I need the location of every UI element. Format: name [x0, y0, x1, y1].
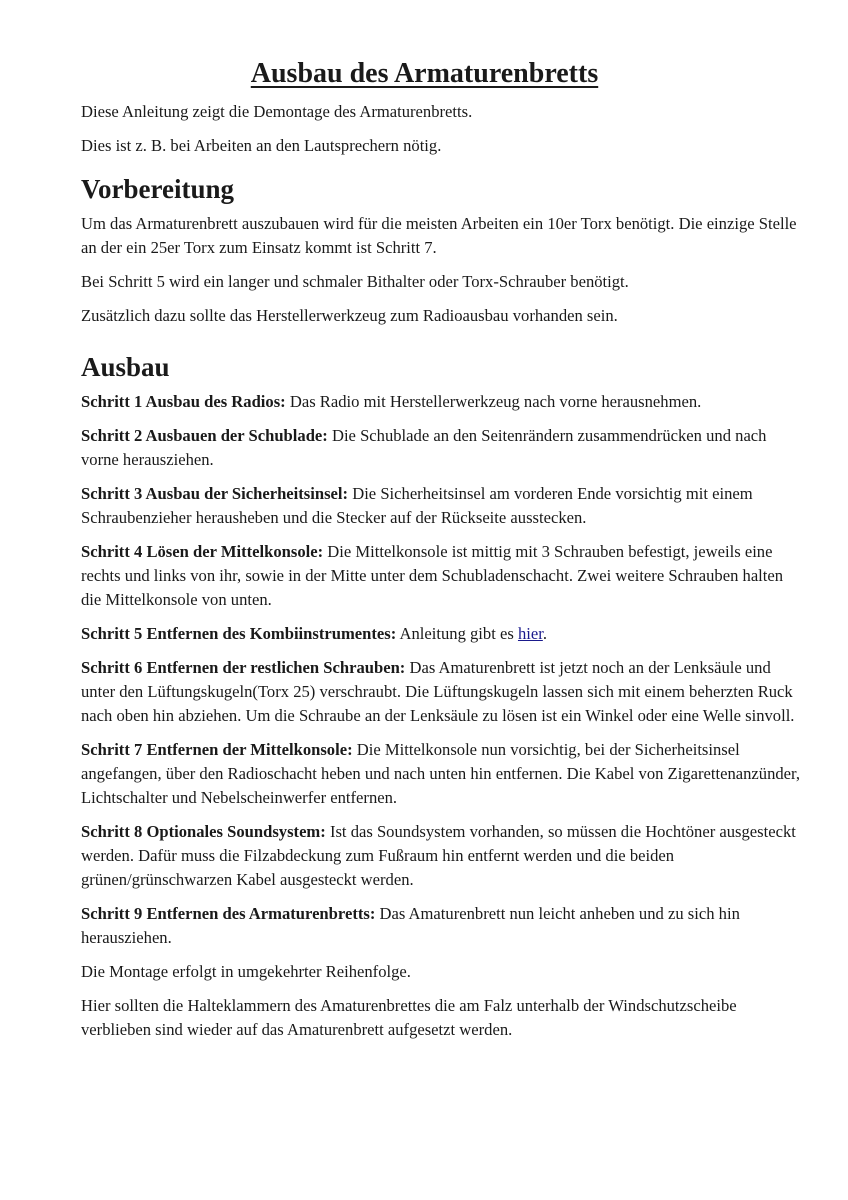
- section-heading-ausbau: Ausbau: [81, 352, 170, 382]
- step-text: Die Sicherheitsinsel am vorderen Ende vorsichtig mit einem Schraubenzieher herausheben und die Stecker auf der Rückseite ausstecken.: [81, 484, 753, 527]
- section-heading-vorbereitung: Vorbereitung: [81, 174, 235, 204]
- intro-paragraph: Diese Anleitung zeigt die Demontage des Armaturenbretts.: [81, 102, 473, 121]
- step-paragraph: [81, 482, 806, 530]
- step-text: Die Mittelkonsole ist mittig mit 3 Schrauben befestigt, jeweils eine rechts und links von ihr, sowie in der Mitte unter dem Schubladenschacht. Zwei weitere Schrauben halten die Mittelkonsole von unten.: [81, 542, 784, 609]
- step-text: Das Radio mit Herstellerwerkzeug nach vorne herausnehmen.: [285, 392, 702, 411]
- step-text: Die Schublade an den Seitenrändern zusammendrücken und nach vorne herausziehen.: [81, 426, 767, 469]
- step-label: Schritt 2 Ausbauen der Schublade:: [81, 426, 328, 445]
- page-title: Ausbau des Armaturenbretts: [250, 58, 599, 89]
- prep-paragraph: Um das Armaturenbrett auszubauen wird für die meisten Arbeiten ein 10er Torx benötigt. Die einzige Stelle an der ein 25er Torx zum Einsatz kommt ist Schritt 7.: [81, 214, 797, 257]
- step-label: Schritt 6 Entfernen der restlichen Schrauben:: [81, 658, 406, 677]
- step-text-end: .: [542, 624, 547, 643]
- step-label: Schritt 1 Ausbau des Radios:: [81, 392, 286, 411]
- step-text: Das Amaturenbrett ist jetzt noch an der Lenksäule und unter den Lüftungskugeln(Torx 25) verschraubt. Die Lüftungskugeln lassen sich mit einem beherzten Ruck nach oben hin abziehen. Um die Schraube an der Lenksäule zu lösen ist ein Winkel oder eine Welle sinvoll.: [81, 658, 795, 725]
- step-text: Das Amaturenbrett nun leicht anheben und zu sich hin herausziehen.: [81, 904, 740, 947]
- step-paragraph: [81, 738, 806, 810]
- step-paragraph: [81, 656, 806, 728]
- closing-paragraph: Die Montage erfolgt in umgekehrter Reihenfolge.: [81, 962, 411, 981]
- step-text: Ist das Soundsystem vorhanden, so müssen die Hochtöner ausgesteckt werden. Dafür muss die Filzabdeckung zum Fußraum hin entfernt werden und die beiden grünen/grünschwarzen Kabel ausgesteckt werden.: [81, 822, 796, 889]
- step-paragraph: [81, 622, 806, 646]
- prep-paragraph: Bei Schritt 5 wird ein langer und schmaler Bithalter oder Torx-Schrauber benötigt.: [81, 272, 629, 291]
- step-label: Schritt 9 Entfernen des Armaturenbretts:: [81, 904, 376, 923]
- step-paragraph: [81, 820, 806, 892]
- step-text: Anleitung gibt es: [396, 624, 518, 643]
- step-paragraph: [81, 390, 806, 414]
- step-label: Schritt 3 Ausbau der Sicherheitsinsel:: [81, 484, 349, 503]
- step-paragraph: [81, 902, 806, 950]
- step-label: Schritt 7 Entfernen der Mittelkonsole:: [81, 740, 353, 759]
- prep-paragraph: Zusätzlich dazu sollte das Herstellerwerkzeug zum Radioausbau vorhanden sein.: [81, 306, 618, 325]
- hier-link[interactable]: hier: [517, 624, 543, 643]
- step-paragraph: [81, 424, 806, 472]
- step-paragraph: [81, 540, 806, 612]
- step-text: Die Mittelkonsole nun vorsichtig, bei der Sicherheitsinsel angefangen, über den Radioschacht heben und nach unten hin entfernen. Die Kabel von Zigarettenanzünder, Lichtschalter und Nebelscheinwerfer entfernen.: [81, 740, 801, 807]
- step-label: Schritt 5 Entfernen des Kombiinstrumentes:: [81, 624, 397, 643]
- closing-paragraph: Hier sollten die Halteklammern des Amaturenbrettes die am Falz unterhalb der Windschutzscheibe verblieben sind wieder auf das Amaturenbrett aufgesetzt werden.: [81, 996, 737, 1039]
- intro-paragraph: Dies ist z. B. bei Arbeiten an den Lautsprechern nötig.: [81, 136, 442, 155]
- step-label: Schritt 8 Optionales Soundsystem:: [81, 822, 326, 841]
- step-label: Schritt 4 Lösen der Mittelkonsole:: [81, 542, 324, 561]
